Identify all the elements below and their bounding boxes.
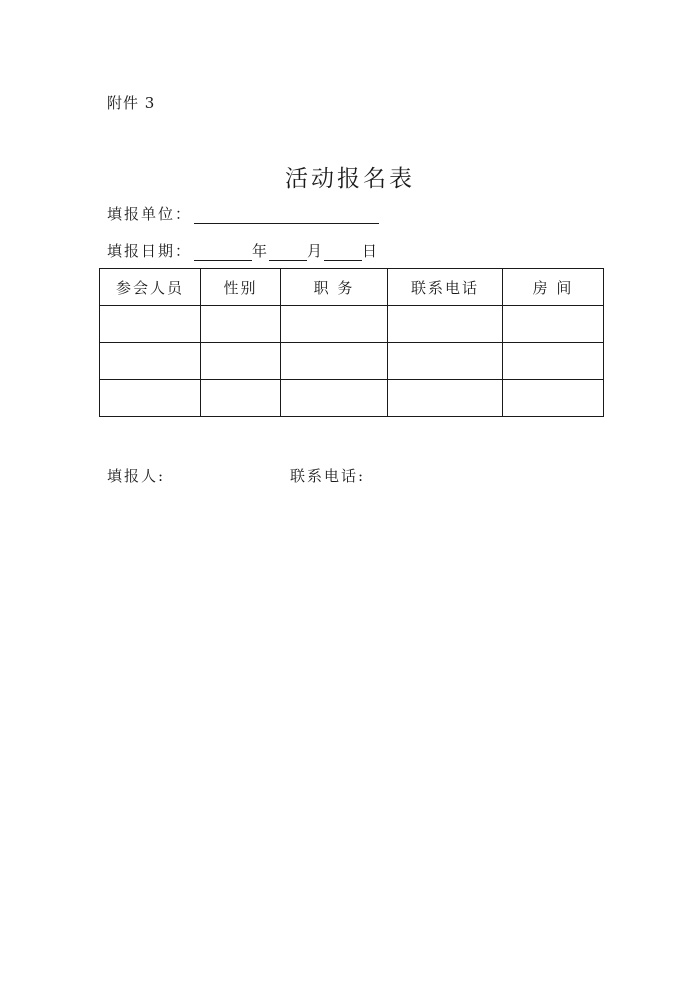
date-line <box>107 240 379 261</box>
month-suffix: 月 <box>307 242 325 260</box>
month-blank[interactable] <box>269 242 307 261</box>
table-cell[interactable] <box>281 343 388 380</box>
table-cell[interactable] <box>503 380 604 417</box>
contact-phone-label: 联系电话: <box>290 467 366 485</box>
table-cell[interactable] <box>503 343 604 380</box>
day-blank[interactable] <box>324 242 362 261</box>
header-phone: 联系电话 <box>388 269 503 306</box>
table-cell[interactable] <box>201 343 281 380</box>
table-cell[interactable] <box>503 306 604 343</box>
table-row <box>100 380 604 417</box>
table-cell[interactable] <box>201 306 281 343</box>
registration-table <box>99 268 604 417</box>
table-row <box>100 343 604 380</box>
table-cell[interactable] <box>100 306 201 343</box>
form-title: 活动报名表 <box>285 166 415 192</box>
table-cell[interactable] <box>100 343 201 380</box>
day-suffix: 日 <box>362 242 380 260</box>
table-cell[interactable] <box>281 380 388 417</box>
unit-label: 填报单位： <box>107 205 193 223</box>
date-label: 填报日期： <box>107 242 193 260</box>
table-cell[interactable] <box>388 306 503 343</box>
table-cell[interactable] <box>388 343 503 380</box>
table-cell[interactable] <box>100 380 201 417</box>
table-header-row <box>100 269 604 306</box>
attachment-label: 附件 3 <box>107 94 156 112</box>
header-attendee: 参会人员 <box>100 269 201 306</box>
unit-blank[interactable] <box>194 205 379 224</box>
table-cell[interactable] <box>201 380 281 417</box>
unit-line <box>107 203 379 224</box>
header-gender: 性别 <box>201 269 281 306</box>
header-position: 职 务 <box>281 269 388 306</box>
table-row <box>100 306 604 343</box>
year-blank[interactable] <box>194 242 252 261</box>
header-room: 房 间 <box>503 269 604 306</box>
year-suffix: 年 <box>252 242 270 260</box>
filler-label: 填报人: <box>107 467 166 485</box>
table-cell[interactable] <box>281 306 388 343</box>
table-cell[interactable] <box>388 380 503 417</box>
